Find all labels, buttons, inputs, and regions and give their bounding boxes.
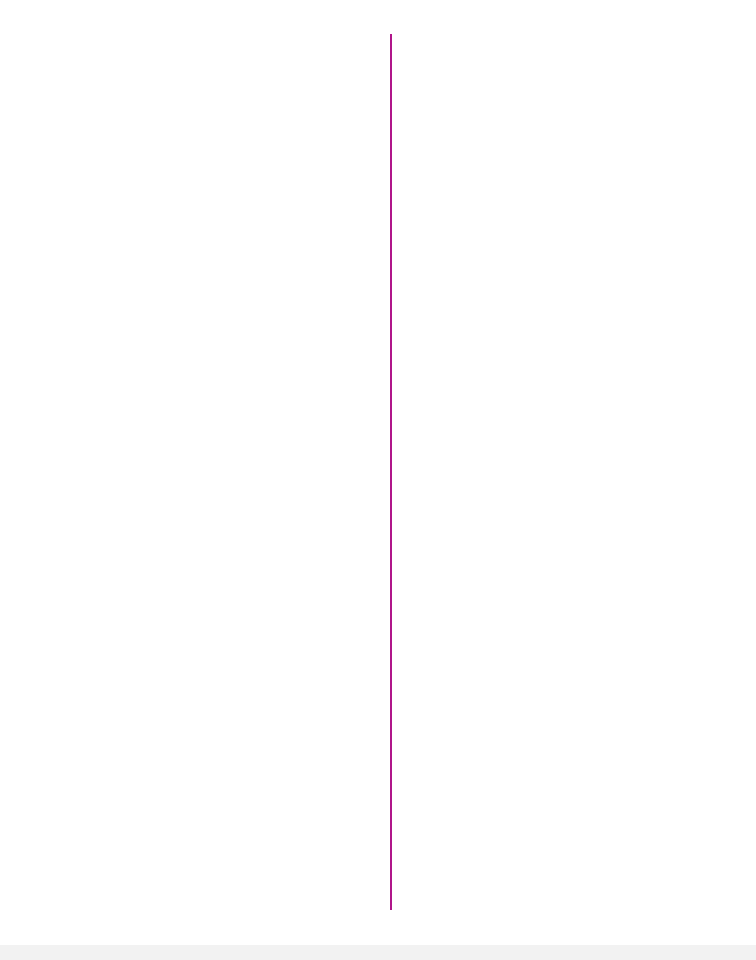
rose-border-right xyxy=(702,14,726,932)
column-divider xyxy=(390,34,392,910)
page-bottom-margin xyxy=(0,945,756,960)
rose-border-top xyxy=(30,14,726,44)
rose-border-left xyxy=(30,14,54,932)
rose-border-bottom xyxy=(30,902,726,932)
